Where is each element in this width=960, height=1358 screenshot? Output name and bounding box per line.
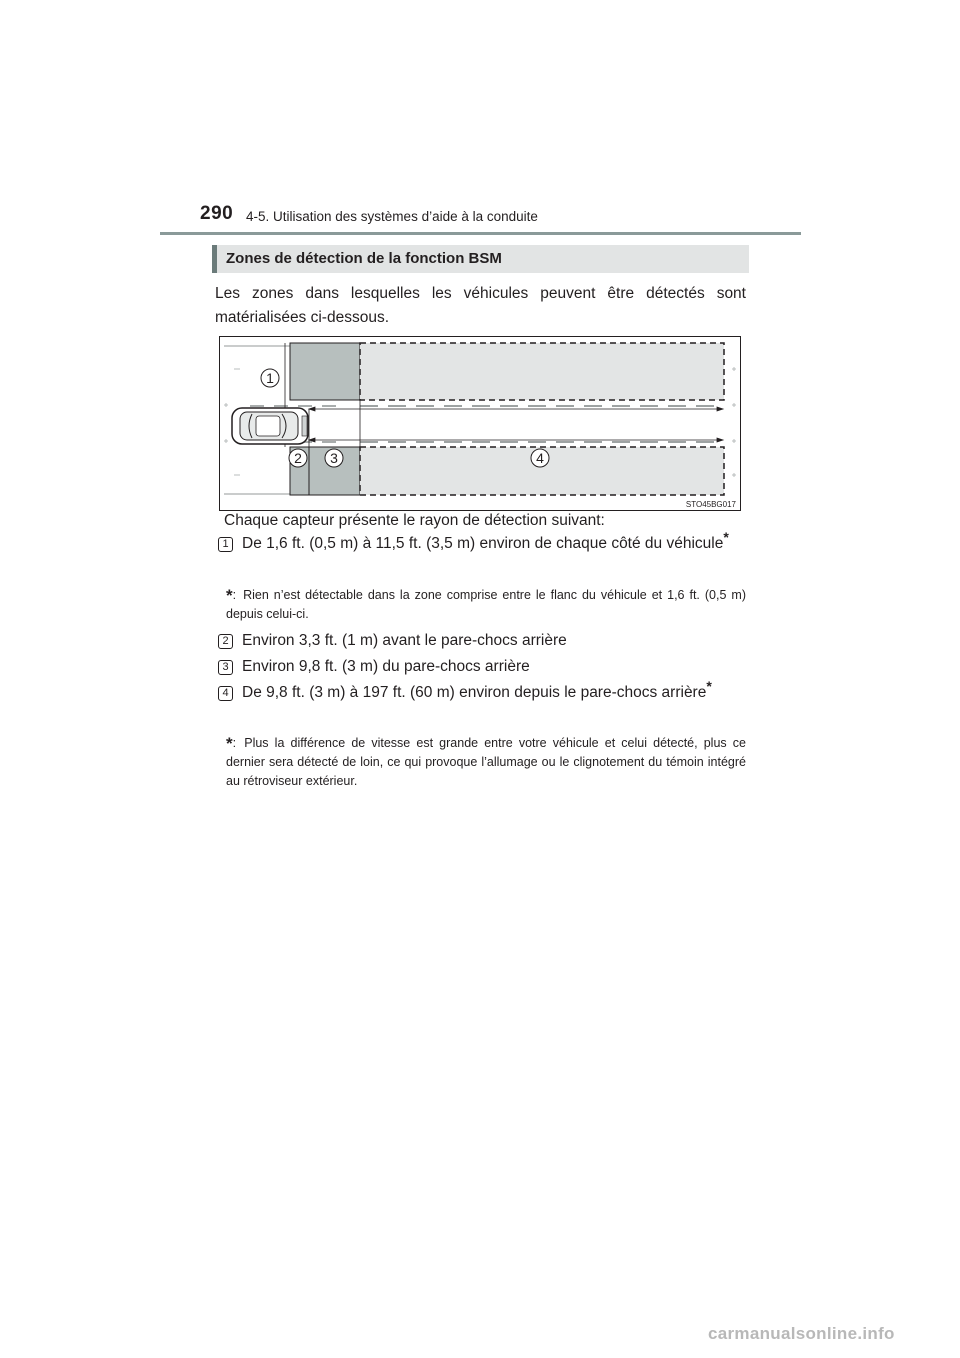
item-number-1: 1 [218, 537, 233, 552]
bsm-detection-zones-figure [219, 336, 741, 511]
figure-code: STO45BG017 [685, 500, 736, 509]
header-rule [160, 232, 801, 235]
footnote-star: * [706, 678, 712, 694]
list-item-1-text: De 1,6 ft. (0,5 m) à 11,5 ft. (3,5 m) environ de chaque côté du véhicule [242, 535, 724, 552]
footnote-1-text: Rien n’est détectable dans la zone comprise entre le flanc du véhicule et 1,6 ft. (0,5 m) depuis celui-ci. [226, 588, 746, 621]
footnote-star: * [226, 586, 233, 605]
bsm-diagram [220, 337, 742, 512]
callout-1: 1 [266, 370, 274, 386]
footnote-1 [226, 586, 746, 624]
footnote-2-text: Plus la différence de vitesse est grande entre votre véhicule et celui détecté, plus ce dernier sera détecté de loin, ce qui provoque l’allumage ou le clignotement du témoin intégré au rétroviseur extérieur. [226, 736, 746, 788]
intro-paragraph: Les zones dans lesquelles les véhicules peuvent être détectés sont matérialisées ci-dessous. [215, 285, 746, 326]
footnote-2 [226, 734, 746, 791]
callout-2: 2 [294, 450, 302, 466]
vehicle-icon [232, 408, 308, 444]
section-heading: Zones de détection de la fonction BSM [212, 245, 749, 273]
footnote-star: * [723, 529, 729, 545]
list-lead: Chaque capteur présente le rayon de détection suivant: [224, 512, 605, 529]
item-number-3: 3 [218, 660, 233, 675]
chapter-title: 4-5. Utilisation des systèmes d’aide à la conduite [246, 209, 538, 224]
list-item-1 [242, 529, 746, 556]
footnote-colon: : [232, 736, 237, 750]
page-number: 290 [200, 203, 234, 224]
item-number-4: 4 [218, 686, 233, 701]
footnote-star: * [226, 734, 233, 753]
list-item-2: Environ 3,3 ft. (1 m) avant le pare-chocs arrière [242, 632, 567, 649]
list-item-4 [242, 678, 746, 705]
item-number-2: 2 [218, 634, 233, 649]
callout-4: 4 [536, 450, 544, 466]
watermark: carmanualsonline.info [708, 1324, 895, 1343]
footnote-colon: : [232, 588, 237, 602]
callout-3: 3 [330, 450, 338, 466]
list-item-3: Environ 9,8 ft. (3 m) du pare-chocs arrière [242, 658, 530, 675]
list-item-4-text: De 9,8 ft. (3 m) à 197 ft. (60 m) environ depuis le pare-chocs arrière [242, 684, 707, 701]
